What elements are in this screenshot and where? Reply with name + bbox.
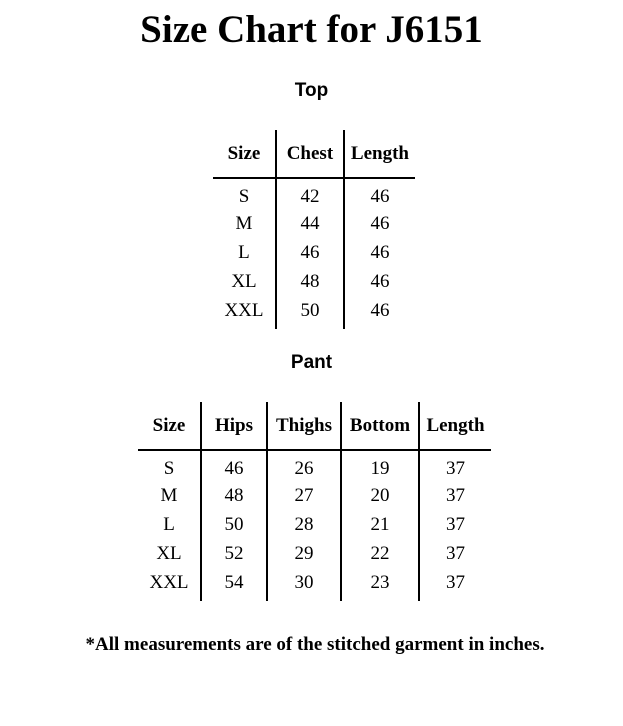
pant-table-header-row	[138, 402, 491, 450]
table-row	[213, 209, 415, 238]
table-row	[138, 510, 491, 539]
pant-cell-length: 37	[419, 450, 491, 481]
pant-section-heading: Pant	[290, 352, 333, 373]
page-title: Size Chart for J6151	[140, 8, 483, 51]
pant-header-hips: Hips	[201, 402, 267, 450]
pant-header-size: Size	[138, 402, 201, 450]
table-row	[138, 539, 491, 568]
pant-header-length: Length	[419, 402, 491, 450]
pant-cell-thighs: 29	[267, 539, 341, 568]
pant-cell-hips: 52	[201, 539, 267, 568]
pant-cell-bottom: 21	[341, 510, 419, 539]
top-cell-length: 46	[344, 178, 415, 209]
table-row	[213, 178, 415, 209]
pant-cell-size: L	[163, 513, 175, 535]
table-row	[138, 568, 491, 601]
table-row	[213, 267, 415, 296]
top-cell-length: 46	[344, 209, 415, 238]
top-cell-length: 46	[344, 238, 415, 267]
pant-cell-size: XL	[156, 542, 182, 564]
top-table-header-row	[213, 130, 415, 178]
pant-cell-length: 37	[419, 539, 491, 568]
top-cell-length: 46	[344, 296, 415, 329]
pant-cell-size: XXL	[149, 571, 189, 593]
pant-cell-thighs: 28	[267, 510, 341, 539]
pant-cell-length: 37	[419, 481, 491, 510]
table-row	[138, 481, 491, 510]
table-row	[138, 450, 491, 481]
top-cell-size: XXL	[224, 299, 264, 321]
pant-cell-bottom: 19	[341, 450, 419, 481]
top-header-length: Length	[344, 130, 415, 178]
top-cell-length: 46	[344, 267, 415, 296]
table-row	[213, 296, 415, 329]
pant-cell-bottom: 20	[341, 481, 419, 510]
top-cell-size: L	[238, 241, 250, 263]
pant-cell-bottom: 22	[341, 539, 419, 568]
pant-header-thighs: Thighs	[267, 402, 341, 450]
top-section-heading: Top	[294, 80, 329, 101]
pant-cell-thighs: 30	[267, 568, 341, 601]
top-cell-chest: 50	[276, 296, 344, 329]
pant-cell-length: 37	[419, 510, 491, 539]
pant-cell-thighs: 27	[267, 481, 341, 510]
top-header-chest: Chest	[276, 130, 344, 178]
pant-cell-length: 37	[419, 568, 491, 601]
pant-cell-size: S	[163, 458, 175, 479]
top-cell-chest: 46	[276, 238, 344, 267]
pant-cell-hips: 50	[201, 510, 267, 539]
pant-cell-hips: 54	[201, 568, 267, 601]
top-cell-chest: 44	[276, 209, 344, 238]
top-header-size: Size	[213, 130, 276, 178]
top-cell-size: M	[235, 212, 253, 234]
measurement-note: *All measurements are of the stitched garment in inches.	[85, 634, 545, 655]
pant-cell-size: M	[160, 484, 178, 506]
top-cell-size: S	[238, 186, 250, 207]
top-cell-chest: 42	[276, 178, 344, 209]
top-size-table	[213, 130, 415, 329]
pant-cell-thighs: 26	[267, 450, 341, 481]
pant-cell-bottom: 23	[341, 568, 419, 601]
pant-size-table	[138, 402, 491, 601]
pant-cell-hips: 48	[201, 481, 267, 510]
pant-cell-hips: 46	[201, 450, 267, 481]
pant-header-bottom: Bottom	[341, 402, 419, 450]
top-cell-size: XL	[231, 270, 257, 292]
top-cell-chest: 48	[276, 267, 344, 296]
table-row	[213, 238, 415, 267]
